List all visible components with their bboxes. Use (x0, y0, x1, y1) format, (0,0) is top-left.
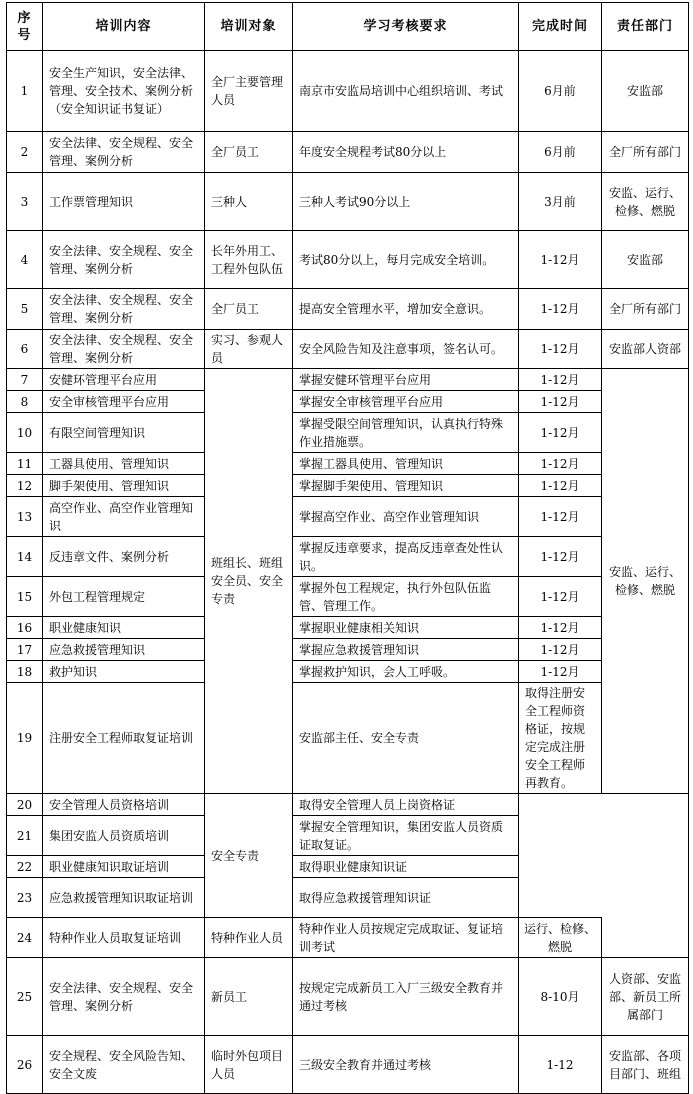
requirement-cell: 掌握高空作业、高空作业管理知识 (293, 497, 519, 537)
content-cell: 工器具使用、管理知识 (43, 453, 205, 475)
seq-cell: 16 (7, 617, 43, 639)
content-cell: 工作票管理知识 (43, 173, 205, 231)
content-cell: 安全法律、安全规程、安全管理、案例分析 (43, 289, 205, 330)
seq-cell: 17 (7, 639, 43, 661)
table-row (7, 1036, 689, 1094)
table-row (7, 639, 689, 661)
requirement-cell: 掌握救护知识，会人工呼吸。 (293, 661, 519, 683)
merged-target-cell: 班组长、班组安全员、安全专责 (205, 369, 293, 794)
table-row (7, 413, 689, 453)
header-seq: 序号 (7, 3, 43, 51)
requirement-cell: 掌握安全管理知识，集团安监人员资质证取复证。 (293, 816, 519, 856)
content-cell: 安全法律、安全规程、安全管理、案例分析 (43, 330, 205, 369)
requirement-cell: 掌握职业健康相关知识 (293, 617, 519, 639)
requirement-cell: 南京市安监局培训中心组织培训、考试 (293, 51, 519, 132)
table-row (7, 794, 689, 816)
time-cell: 8-10月 (519, 958, 602, 1036)
content-cell: 集团安监人员资质培训 (43, 816, 205, 856)
merged-dept-cell: 安监、运行、检修、燃脱 (602, 369, 689, 794)
target-cell: 全厂员工 (205, 289, 293, 330)
requirement-cell: 掌握安健环管理平台应用 (293, 369, 519, 391)
time-cell: 1-12月 (519, 369, 602, 391)
content-cell: 职业健康知识 (43, 617, 205, 639)
table-row (7, 369, 689, 391)
dept-cell: 安监部 (602, 231, 689, 289)
time-cell: 1-12月 (519, 577, 602, 617)
time-cell: 1-12月 (519, 617, 602, 639)
seq-cell: 11 (7, 453, 43, 475)
table-row (7, 173, 689, 231)
time-cell: 6月前 (519, 132, 602, 173)
target-cell: 安监部主任、安全专责 (293, 683, 519, 794)
seq-cell: 18 (7, 661, 43, 683)
requirement-cell: 三级安全教育并通过考核 (293, 1036, 519, 1094)
seq-cell: 4 (7, 231, 43, 289)
table-row (7, 132, 689, 173)
requirement-cell: 考试80分以上，每月完成安全培训。 (293, 231, 519, 289)
seq-cell: 12 (7, 475, 43, 497)
table-row (7, 918, 689, 958)
seq-cell: 7 (7, 369, 43, 391)
seq-cell: 19 (7, 683, 43, 794)
target-cell: 长年外用工、工程外包队伍 (205, 231, 293, 289)
target-cell: 全厂员工 (205, 132, 293, 173)
seq-cell: 10 (7, 413, 43, 453)
content-cell: 安全法律、安全规程、安全管理、案例分析 (43, 231, 205, 289)
seq-cell: 8 (7, 391, 43, 413)
table-row (7, 537, 689, 577)
requirement-cell: 掌握反违章要求，提高反违章查处性认识。 (293, 537, 519, 577)
time-cell: 1-12 (519, 1036, 602, 1094)
header-row (7, 3, 689, 51)
time-cell: 1-12月 (519, 497, 602, 537)
dept-cell: 安监、运行、检修、燃脱 (602, 173, 689, 231)
requirement-cell: 按规定完成新员工入厂三级安全教育并通过考核 (293, 958, 519, 1036)
requirement-cell: 取得职业健康知识证 (293, 856, 519, 878)
content-cell: 安全法律、安全规程、安全管理、案例分析 (43, 132, 205, 173)
time-cell: 1-12月 (519, 639, 602, 661)
time-cell: 1-12月 (519, 289, 602, 330)
table-row (7, 453, 689, 475)
time-cell: 1-12月 (519, 475, 602, 497)
target-cell: 实习、参观人员 (205, 330, 293, 369)
header-requirement: 学习考核要求 (293, 3, 519, 51)
table-row (7, 856, 689, 878)
table-row (7, 683, 689, 794)
content-cell: 安全法律、安全规程、安全管理、案例分析 (43, 958, 205, 1036)
merged-target-cell: 安全专责 (205, 794, 293, 918)
seq-cell: 25 (7, 958, 43, 1036)
content-cell: 安全管理人员资格培训 (43, 794, 205, 816)
dept-cell: 安监部 (602, 51, 689, 132)
table-row (7, 475, 689, 497)
requirement-cell: 掌握工器具使用、管理知识 (293, 453, 519, 475)
dept-cell: 运行、检修、燃脱 (519, 918, 602, 958)
table-row (7, 231, 689, 289)
table-row (7, 617, 689, 639)
table-row (7, 391, 689, 413)
table-row (7, 816, 689, 856)
seq-cell: 15 (7, 577, 43, 617)
seq-cell: 23 (7, 878, 43, 918)
content-cell: 应急救援管理知识 (43, 639, 205, 661)
header-dept: 责任部门 (602, 3, 689, 51)
requirement-cell: 三种人考试90分以上 (293, 173, 519, 231)
dept-cell: 全厂所有部门 (602, 132, 689, 173)
requirement-cell: 取得安全管理人员上岗资格证 (293, 794, 519, 816)
table-row (7, 577, 689, 617)
requirement-cell: 掌握安全审核管理平台应用 (293, 391, 519, 413)
table-row (7, 289, 689, 330)
time-cell: 1-12月 (519, 330, 602, 369)
content-cell: 注册安全工程师取复证培训 (43, 683, 205, 794)
content-cell: 职业健康知识取证培训 (43, 856, 205, 878)
requirement-cell: 掌握受限空间管理知识，认真执行特殊作业措施票。 (293, 413, 519, 453)
seq-cell: 6 (7, 330, 43, 369)
requirement-cell: 掌握应急救援管理知识 (293, 639, 519, 661)
seq-cell: 22 (7, 856, 43, 878)
table-row (7, 878, 689, 918)
dept-cell: 安监部、各项目部门、班组 (602, 1036, 689, 1094)
requirement-cell: 掌握外包工程规定，执行外包队伍监管、管理工作。 (293, 577, 519, 617)
content-cell: 安健环管理平台应用 (43, 369, 205, 391)
dept-cell: 人资部、安监部、新员工所属部门 (602, 958, 689, 1036)
seq-cell: 14 (7, 537, 43, 577)
table-row (7, 51, 689, 132)
seq-cell: 24 (7, 918, 43, 958)
target-cell: 临时外包项目人员 (205, 1036, 293, 1094)
content-cell: 脚手架使用、管理知识 (43, 475, 205, 497)
table-row (7, 661, 689, 683)
seq-cell: 2 (7, 132, 43, 173)
content-cell: 外包工程管理规定 (43, 577, 205, 617)
header-target: 培训对象 (205, 3, 293, 51)
table-row (7, 497, 689, 537)
table-row (7, 330, 689, 369)
content-cell: 特种作业人员取复证培训 (43, 918, 205, 958)
time-cell: 1-12月 (519, 391, 602, 413)
requirement-cell: 取得应急救援管理知识证 (293, 878, 519, 918)
target-cell: 特种作业人员 (205, 918, 293, 958)
time-cell: 1-12月 (519, 453, 602, 475)
requirement-cell: 掌握脚手架使用、管理知识 (293, 475, 519, 497)
requirement-cell: 年度安全规程考试80分以上 (293, 132, 519, 173)
time-cell: 1-12月 (519, 537, 602, 577)
content-cell: 救护知识 (43, 661, 205, 683)
seq-cell: 21 (7, 816, 43, 856)
dept-cell: 安监部人资部 (602, 330, 689, 369)
target-cell: 全厂主要管理人员 (205, 51, 293, 132)
content-cell: 安全生产知识，安全法律、管理、安全技术、案例分析（安全知识证书复证） (43, 51, 205, 132)
content-cell: 反违章文件、案例分析 (43, 537, 205, 577)
seq-cell: 1 (7, 51, 43, 132)
requirement-cell: 特种作业人员按规定完成取证、复证培训考试 (293, 918, 519, 958)
target-cell: 新员工 (205, 958, 293, 1036)
time-cell: 1-12月 (519, 661, 602, 683)
content-cell: 应急救援管理知识取证培训 (43, 878, 205, 918)
dept-cell: 全厂所有部门 (602, 289, 689, 330)
time-cell: 6月前 (519, 51, 602, 132)
content-cell: 有限空间管理知识 (43, 413, 205, 453)
time-cell: 3月前 (519, 173, 602, 231)
seq-cell: 26 (7, 1036, 43, 1094)
seq-cell: 20 (7, 794, 43, 816)
content-cell: 安全审核管理平台应用 (43, 391, 205, 413)
table-row (7, 958, 689, 1036)
time-cell: 1-12月 (519, 413, 602, 453)
training-plan-table (6, 2, 689, 1094)
requirement-cell: 取得注册安全工程师资格证，按规定完成注册安全工程师再教育。 (519, 683, 602, 794)
seq-cell: 3 (7, 173, 43, 231)
seq-cell: 5 (7, 289, 43, 330)
requirement-cell: 提高安全管理水平，增加安全意识。 (293, 289, 519, 330)
content-cell: 安全规程、安全风险告知、安全文废 (43, 1036, 205, 1094)
content-cell: 高空作业、高空作业管理知识 (43, 497, 205, 537)
requirement-cell: 安全风险告知及注意事项，签名认可。 (293, 330, 519, 369)
header-time: 完成时间 (519, 3, 602, 51)
header-content: 培训内容 (43, 3, 205, 51)
target-cell: 三种人 (205, 173, 293, 231)
time-cell: 1-12月 (519, 231, 602, 289)
seq-cell: 13 (7, 497, 43, 537)
